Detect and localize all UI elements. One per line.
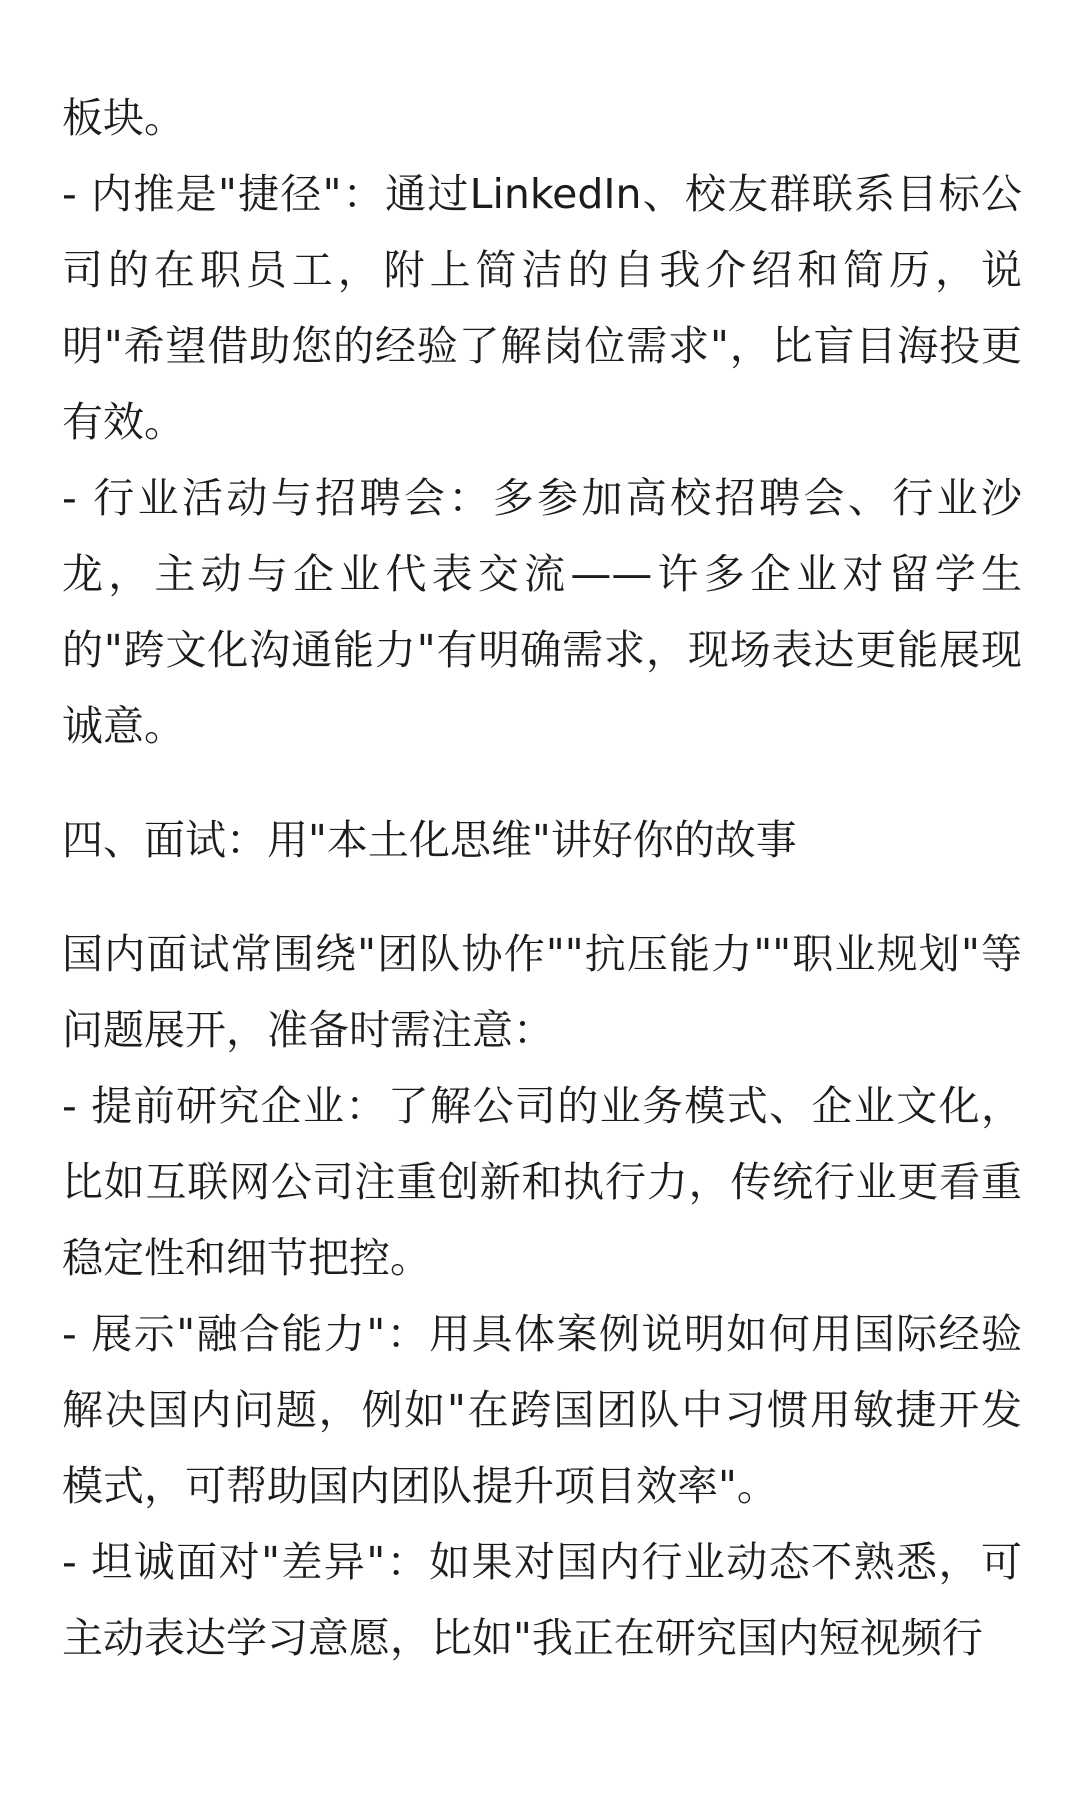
bullet-face-differences: - 坦诚面对"差异"：如果对国内行业动态不熟悉，可主动表达学习意愿，比如"我正在研究国内短视频行 — [62, 1538, 1022, 1662]
bullet-show-integration: - 展示"融合能力"：用具体案例说明如何用国际经验解决国内问题，例如"在跨国团队中习惯用敏捷开发模式，可帮助国内团队提升项目效率"。 — [62, 1310, 1022, 1510]
paragraph-interview-intro: 国内面试常围绕"团队协作""抗压能力""职业规划"等问题展开，准备时需注意： — [62, 930, 1022, 1054]
paragraph-gap — [62, 764, 1022, 802]
paragraph-gap — [62, 878, 1022, 916]
section-heading-interview: 四、面试：用"本土化思维"讲好你的故事 — [62, 816, 797, 864]
bullet-research-company: - 提前研究企业：了解公司的业务模式、企业文化，比如互联网公司注重创新和执行力，传统行业更看重稳定性和细节把控。 — [62, 1082, 1022, 1282]
bullet-industry-events: - 行业活动与招聘会：多参加高校招聘会、行业沙龙，主动与企业代表交流——许多企业对留学生的"跨文化沟通能力"有明确需求，现场表达更能展现诚意。 — [62, 474, 1022, 750]
paragraph-continuation: 板块。 — [62, 94, 185, 142]
bullet-referral: - 内推是"捷径"：通过LinkedIn、校友群联系目标公司的在职员工，附上简洁的自我介绍和简历，说明"希望借助您的经验了解岗位需求"，比盲目海投更有效。 — [62, 170, 1022, 446]
article-body — [62, 80, 1022, 1676]
